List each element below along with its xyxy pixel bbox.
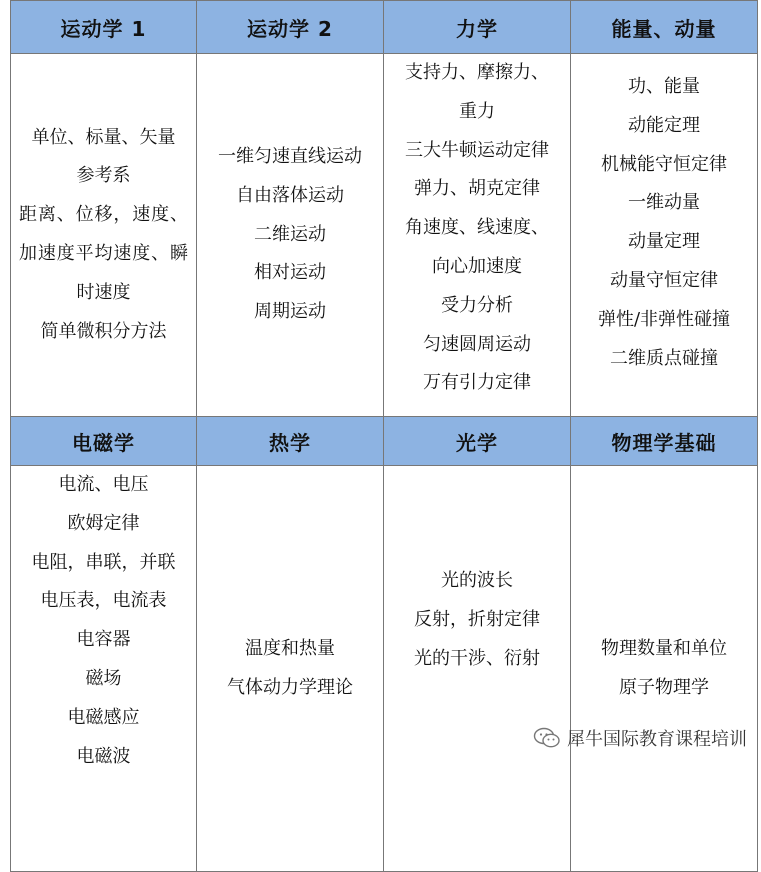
list-item: 动能定理 [628, 114, 700, 136]
list-item: 弹性/非弹性碰撞 [597, 308, 731, 330]
list-item: 单位、标量、矢量 [31, 126, 176, 148]
cell-thermodynamics [197, 466, 384, 872]
list-item: 相对运动 [254, 262, 326, 284]
header-energy-momentum: 能量、动量 [571, 1, 758, 54]
list-item: 电流、电压 [58, 474, 149, 495]
list-item: 电磁波 [76, 745, 131, 767]
list-item: 一维匀速直线运动 [218, 146, 362, 167]
list-item: 电压表，电流表 [40, 590, 167, 612]
content-row-2 [11, 466, 758, 872]
list-item: 匀速圆周运动 [423, 333, 531, 355]
watermark-text: 犀牛国际教育课程培训 [567, 729, 747, 750]
wechat-icon [533, 727, 561, 749]
header-physics-fundamentals: 物理学基础 [571, 417, 758, 466]
header-row-2 [11, 417, 758, 466]
list-item: 简单微积分方法 [40, 320, 167, 342]
list-item: 气体动力学理论 [227, 676, 353, 698]
list-item: 自由落体运动 [236, 184, 344, 206]
list-item: 原子物理学 [619, 676, 709, 698]
header-thermodynamics: 热学 [197, 417, 384, 466]
header-kinematics-2: 运动学 2 [197, 1, 384, 54]
header-mechanics: 力学 [384, 1, 571, 54]
list-item: 角速度、线速度、向心加速度 [405, 217, 549, 277]
list-item: 欧姆定律 [67, 512, 140, 534]
list-item: 机械能守恒定律 [601, 153, 727, 175]
list-item: 受力分析 [441, 294, 513, 316]
list-item: 周期运动 [254, 301, 326, 323]
list-item: 反射，折射定律 [414, 608, 540, 630]
list-item: 二维运动 [254, 223, 326, 245]
list-item: 磁场 [85, 667, 122, 689]
cell-physics-fundamentals [571, 466, 758, 872]
list-item: 温度和热量 [245, 637, 335, 659]
header-optics: 光学 [384, 417, 571, 466]
cell-optics [384, 466, 571, 872]
list-item: 万有引力定律 [423, 372, 531, 394]
list-item: 动量定理 [628, 231, 700, 253]
cell-kinematics-1 [11, 54, 197, 417]
list-item: 三大牛顿运动定律 [405, 139, 549, 161]
cell-kinematics-2 [197, 54, 384, 417]
list-item: 二维质点碰撞 [610, 347, 718, 369]
list-item: 光的干涉、衍射 [414, 647, 540, 669]
list-item: 参考系 [76, 165, 131, 187]
cell-energy-momentum [571, 54, 758, 417]
list-item: 距离、位移，速度、加速度平均速度、瞬时速度 [19, 204, 188, 303]
list-item: 物理数量和单位 [601, 637, 727, 659]
list-item: 一维动量 [628, 192, 700, 214]
cell-electromagnetism [11, 466, 197, 872]
list-item: 电磁感应 [67, 706, 140, 728]
list-item: 动量守恒定律 [610, 269, 718, 291]
list-item: 光的波长 [441, 570, 513, 591]
list-item: 弹力、胡克定律 [414, 178, 540, 200]
header-row-1 [11, 1, 758, 54]
content-row-1 [11, 54, 758, 417]
header-electromagnetism: 电磁学 [11, 417, 197, 466]
list-item: 支持力、摩擦力、重力 [405, 62, 549, 122]
cell-mechanics [384, 54, 571, 417]
watermark [533, 725, 747, 751]
list-item: 电容器 [76, 629, 131, 651]
header-kinematics-1: 运动学 1 [11, 1, 197, 54]
list-item: 电阻，串联，并联 [31, 551, 176, 573]
list-item: 功、能量 [628, 76, 700, 97]
